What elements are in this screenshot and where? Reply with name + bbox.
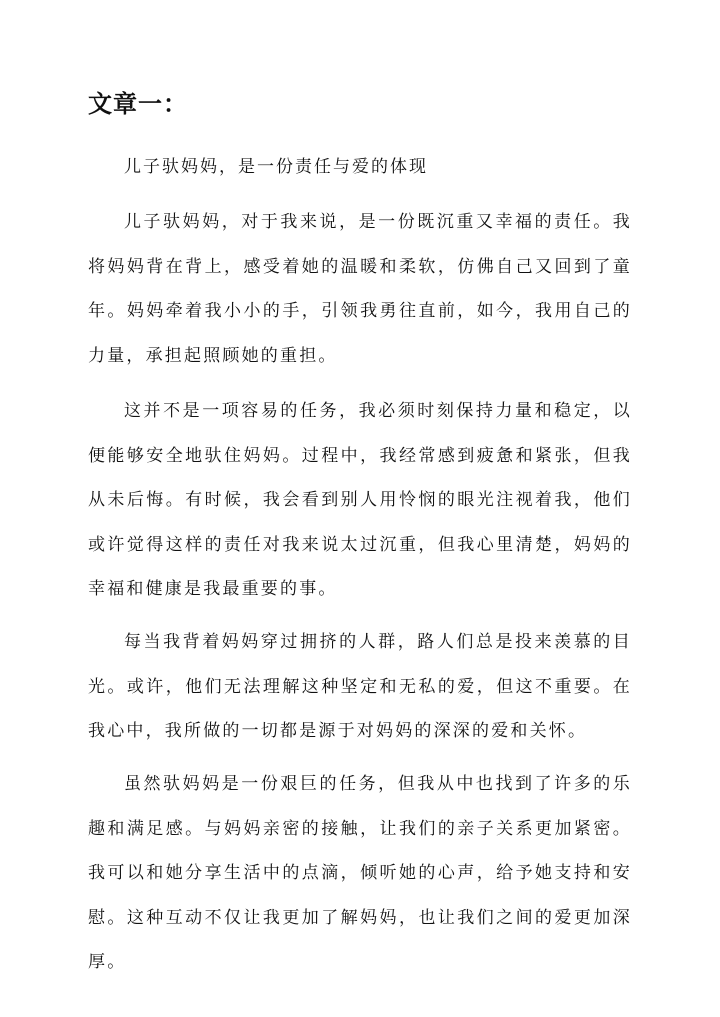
paragraph-2: 这并不是一项容易的任务，我必须时刻保持力量和稳定，以便能够安全地驮住妈妈。过程中，我经常感到疲惫和紧张，但我从未后悔。有时候，我会看到别人用怜悯的眼光注视着我，他们或许觉得这样的责任对我来说太过沉重，但我心里清楚，妈妈的幸福和健康是我最重要的事。 <box>88 401 632 599</box>
article-subtitle: 儿子驮妈妈，是一份责任与爱的体现 <box>124 157 428 177</box>
paragraph-3: 每当我背着妈妈穿过拥挤的人群，路人们总是投来羡慕的目光。或许，他们无法理解这种坚定和无私的爱，但这不重要。在我心中，我所做的一切都是源于对妈妈的深深的爱和关怀。 <box>88 632 632 741</box>
paragraph-1: 儿子驮妈妈，对于我来说，是一份既沉重又幸福的责任。我将妈妈背在背上，感受着她的温暖和柔软，仿佛自己又回到了童年。妈妈牵着我小小的手，引领我勇往直前，如今，我用自己的力量，承担起照顾她的重担。 <box>88 212 632 366</box>
paragraph-4: 虽然驮妈妈是一份艰巨的任务，但我从中也找到了许多的乐趣和满足感。与妈妈亲密的接触，让我们的亲子关系更加紧密。我可以和她分享生活中的点滴，倾听她的心声，给予她支持和安慰。这种互动不仅让我更加了解妈妈，也让我们之间的爱更加深厚。 <box>88 774 632 972</box>
article-heading: 文章一： <box>88 89 188 118</box>
